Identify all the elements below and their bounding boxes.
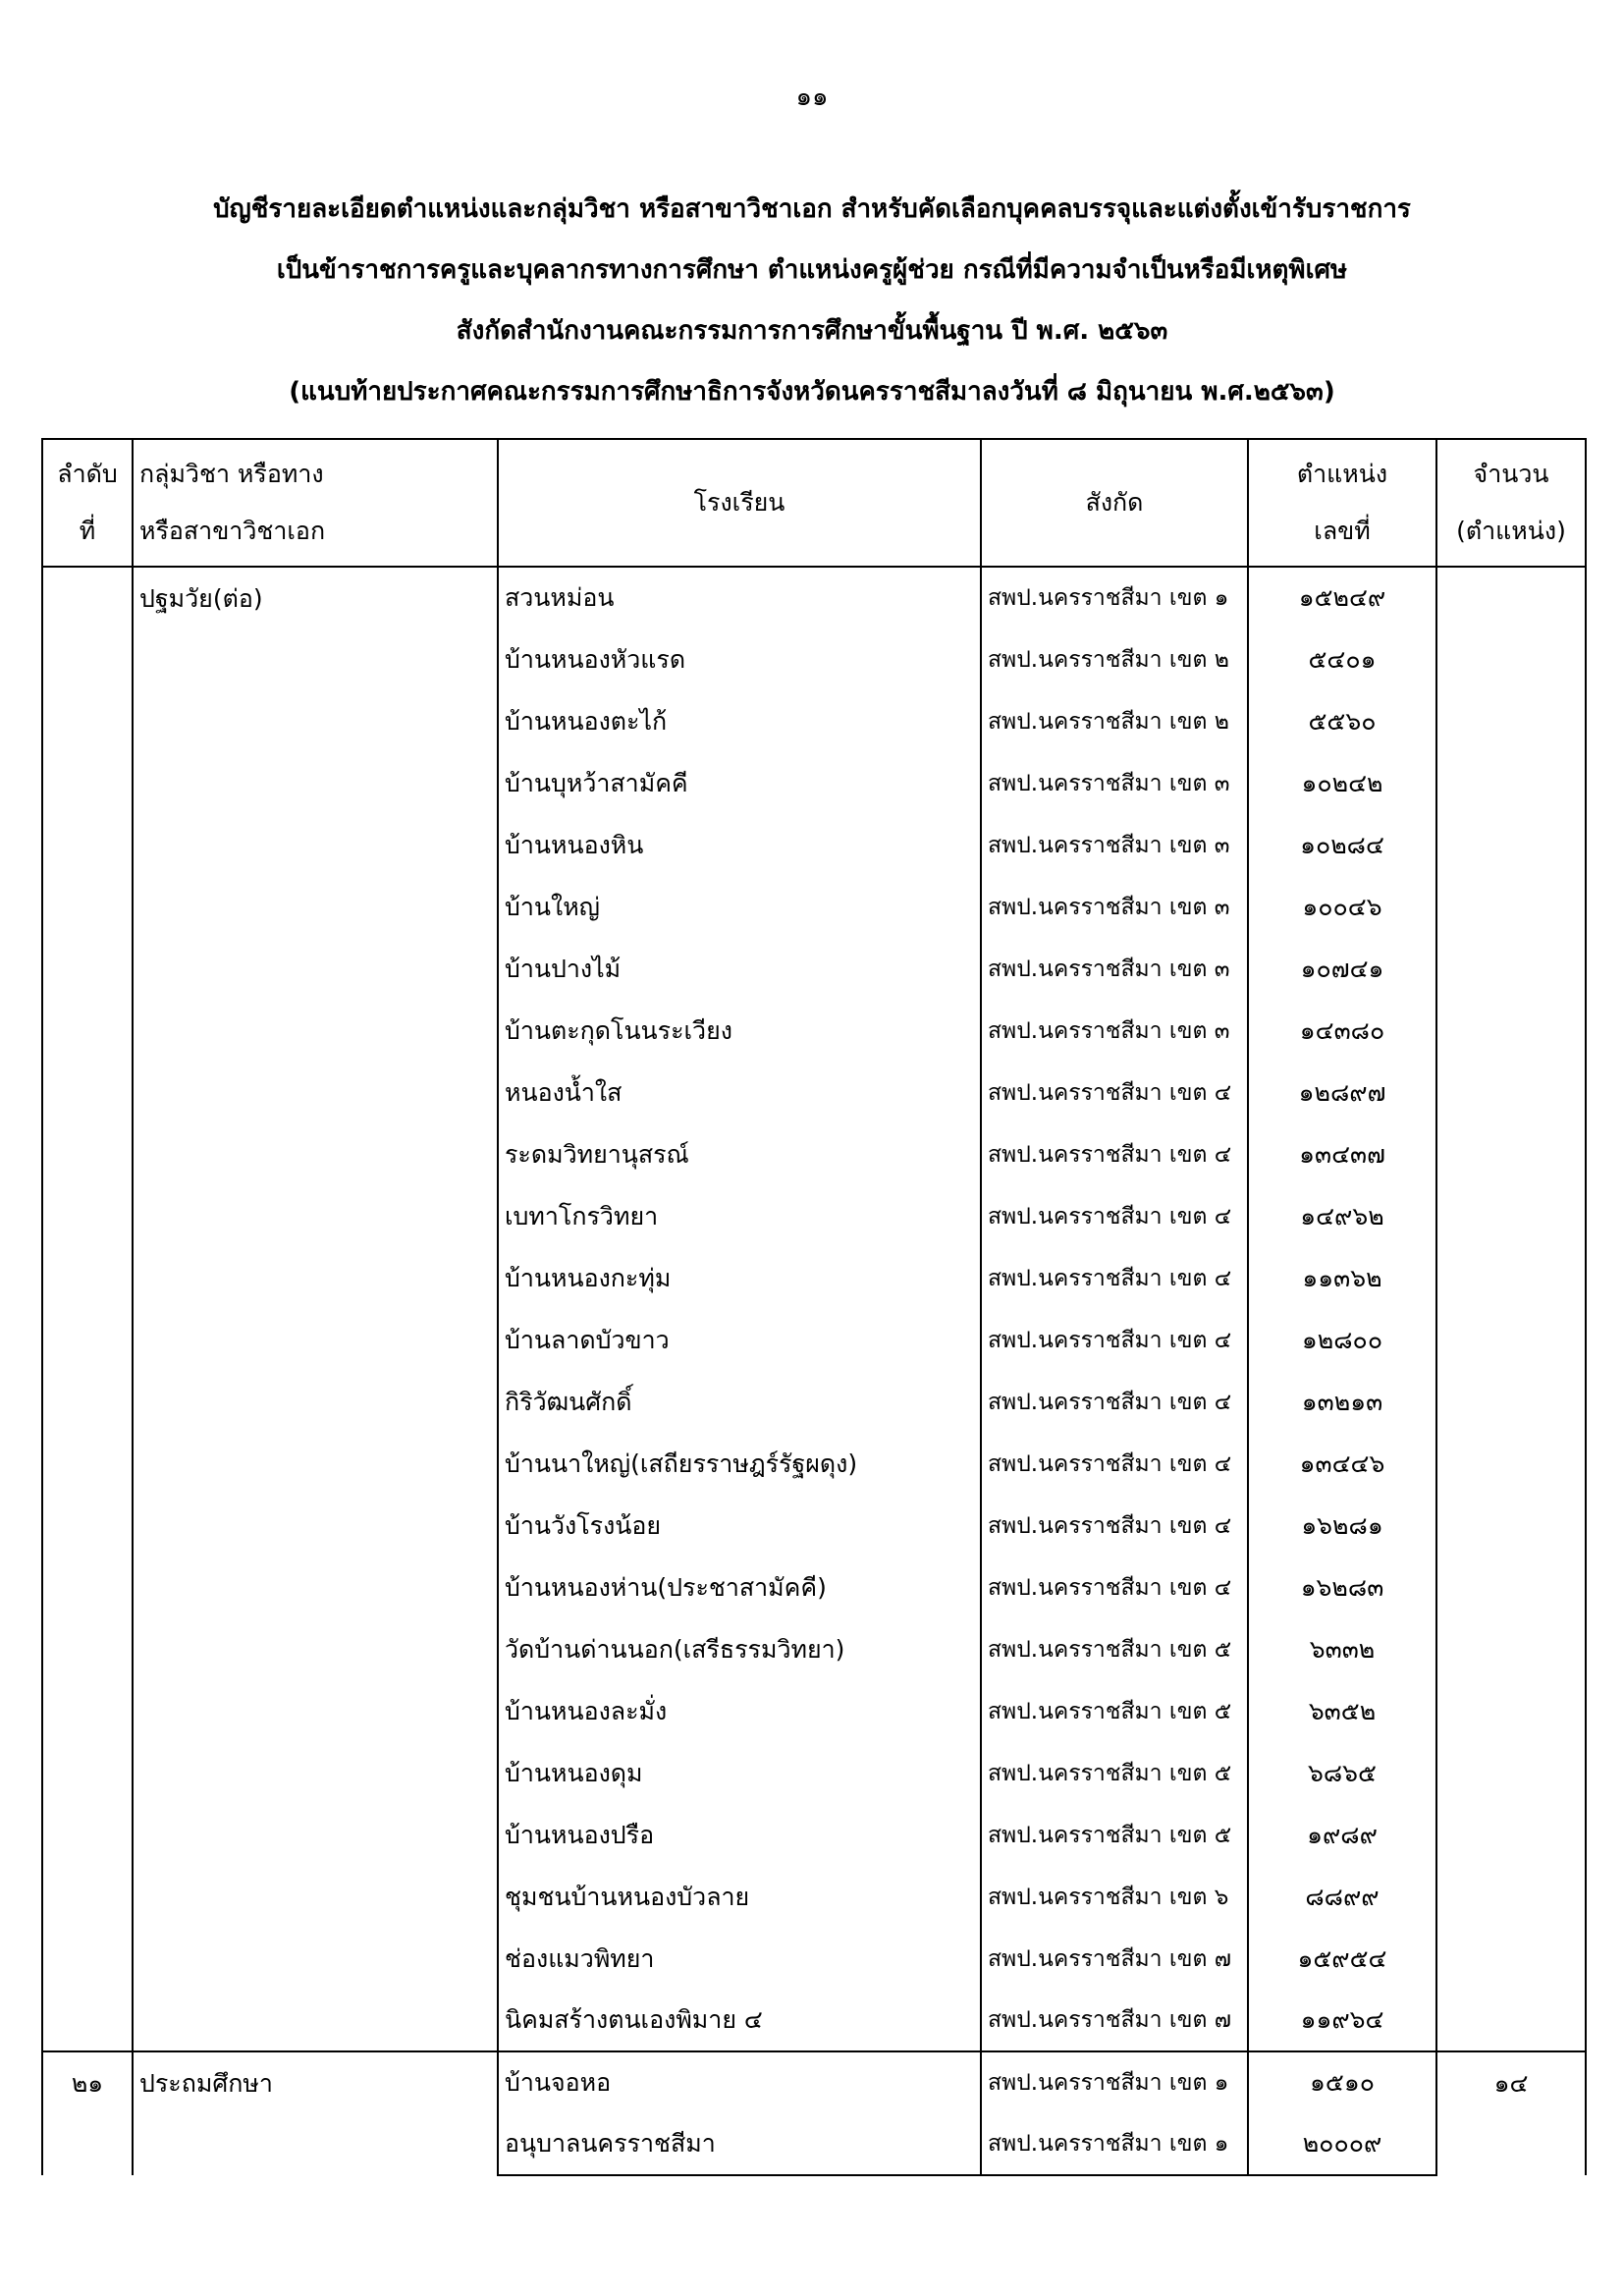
count-cell <box>1436 567 1586 2051</box>
title-line-2: เป็นข้าราชการครูและบุคลากรทางการศึกษา ตำแหน่งครูผู้ช่วย กรณีที่มีความจำเป็นหรือมีเหตุพิเศษ <box>276 255 1348 285</box>
school-cell: บ้านจอหอ <box>498 2051 981 2113</box>
title-line-4: (แนบท้ายประกาศคณะกรรมการศึกษาธิการจังหวัดนครราชสีมาลงวันที่ ๘ มิถุนายน พ.ศ.๒๕๖๓) <box>289 377 1335 407</box>
affiliation-cell: สพป.นครราชสีมา เขต ๑ <box>981 567 1248 629</box>
table-row <box>42 567 1586 629</box>
school-cell: ช่องแมวพิทยา <box>498 1928 981 1990</box>
school-cell: บ้านปางไม้ <box>498 938 981 1000</box>
count-cell: ๑๔ <box>1436 2051 1586 2175</box>
affiliation-cell: สพป.นครราชสีมา เขต ๔ <box>981 1309 1248 1371</box>
position-number-cell: ๑๕๑๐ <box>1248 2051 1436 2113</box>
school-cell: บ้านหนองหัวแรด <box>498 629 981 690</box>
position-number-cell: ๑๑๓๖๒ <box>1248 1247 1436 1309</box>
affiliation-cell: สพป.นครราชสีมา เขต ๔ <box>981 1433 1248 1495</box>
header-count-line1: จำนวน <box>1473 460 1549 488</box>
header-position-line2: เลขที่ <box>1314 517 1371 545</box>
position-number-cell: ๖๘๖๕ <box>1248 1742 1436 1804</box>
school-cell: บ้านนาใหญ่(เสถียรราษฎร์รัฐผดุง) <box>498 1433 981 1495</box>
header-subject-line1: กลุ่มวิชา หรือทาง <box>139 460 324 488</box>
position-number-cell: ๕๔๐๑ <box>1248 629 1436 690</box>
position-number-cell: ๑๑๙๖๔ <box>1248 1990 1436 2051</box>
subject-cell: ประถมศึกษา <box>133 2051 498 2175</box>
school-cell: บ้านใหญ่ <box>498 876 981 938</box>
header-order-line2: ที่ <box>79 517 96 545</box>
school-cell: ระดมวิทยานุสรณ์ <box>498 1123 981 1185</box>
table-row <box>42 2051 1586 2113</box>
header-school: โรงเรียน <box>498 439 981 567</box>
affiliation-cell: สพป.นครราชสีมา เขต ๔ <box>981 1495 1248 1557</box>
affiliation-cell: สพป.นครราชสีมา เขต ๔ <box>981 1123 1248 1185</box>
header-subject <box>133 439 498 567</box>
school-cell: บ้านหนองตะไก้ <box>498 690 981 752</box>
position-number-cell: ๑๒๘๐๐ <box>1248 1309 1436 1371</box>
title-line-1: บัญชีรายละเอียดตำแหน่งและกลุ่มวิชา หรือสาขาวิชาเอก สำหรับคัดเลือกบุคคลบรรจุและแต่งตั้งเข้ารับราชการ <box>213 194 1411 224</box>
affiliation-cell: สพป.นครราชสีมา เขต ๔ <box>981 1185 1248 1247</box>
position-number-cell: ๑๕๙๕๔ <box>1248 1928 1436 1990</box>
position-number-cell: ๑๐๒๘๔ <box>1248 814 1436 876</box>
affiliation-cell: สพป.นครราชสีมา เขต ๕ <box>981 1804 1248 1866</box>
position-number-cell: ๑๐๐๔๖ <box>1248 876 1436 938</box>
header-affiliation: สังกัด <box>981 439 1248 567</box>
header-count-line2: (ตำแหน่ง) <box>1456 517 1566 545</box>
position-number-cell: ๑๓๔๔๖ <box>1248 1433 1436 1495</box>
order-cell: ๒๑ <box>42 2051 133 2175</box>
subject-cell: ปฐมวัย(ต่อ) <box>133 567 498 2051</box>
position-number-cell: ๑๒๘๙๗ <box>1248 1062 1436 1123</box>
positions-table <box>41 438 1587 2176</box>
affiliation-cell: สพป.นครราชสีมา เขต ๕ <box>981 1680 1248 1742</box>
affiliation-cell: สพป.นครราชสีมา เขต ๓ <box>981 938 1248 1000</box>
school-cell: บ้านหนองห่าน(ประชาสามัคคี) <box>498 1557 981 1618</box>
school-cell: บ้านวังโรงน้อย <box>498 1495 981 1557</box>
affiliation-cell: สพป.นครราชสีมา เขต ๔ <box>981 1247 1248 1309</box>
table-header <box>42 439 1586 567</box>
affiliation-cell: สพป.นครราชสีมา เขต ๗ <box>981 1990 1248 2051</box>
position-number-cell: ๑๔๓๘๐ <box>1248 1000 1436 1062</box>
affiliation-cell: สพป.นครราชสีมา เขต ๓ <box>981 752 1248 814</box>
school-cell: บ้านบุหว้าสามัคคี <box>498 752 981 814</box>
affiliation-cell: สพป.นครราชสีมา เขต ๔ <box>981 1371 1248 1433</box>
header-order-line1: ลำดับ <box>57 460 118 488</box>
affiliation-cell: สพป.นครราชสีมา เขต ๔ <box>981 1557 1248 1618</box>
position-number-cell: ๘๘๙๙ <box>1248 1866 1436 1928</box>
order-cell <box>42 567 133 2051</box>
affiliation-cell: สพป.นครราชสีมา เขต ๖ <box>981 1866 1248 1928</box>
document-title <box>0 179 1624 422</box>
school-cell: ชุมชนบ้านหนองบัวลาย <box>498 1866 981 1928</box>
position-number-cell: ๕๕๖๐ <box>1248 690 1436 752</box>
position-number-cell: ๑๔๙๖๒ <box>1248 1185 1436 1247</box>
school-cell: บ้านตะกุดโนนระเวียง <box>498 1000 981 1062</box>
affiliation-cell: สพป.นครราชสีมา เขต ๒ <box>981 629 1248 690</box>
school-cell: บ้านหนองละมั่ง <box>498 1680 981 1742</box>
school-cell: บ้านหนองปรือ <box>498 1804 981 1866</box>
title-line-3: สังกัดสำนักงานคณะกรรมการการศึกษาขั้นพื้นฐาน ปี พ.ศ. ๒๕๖๓ <box>456 316 1168 346</box>
school-cell: วัดบ้านด่านนอก(เสรีธรรมวิทยา) <box>498 1618 981 1680</box>
header-position-line1: ตำแหน่ง <box>1296 460 1388 488</box>
affiliation-cell: สพป.นครราชสีมา เขต ๓ <box>981 814 1248 876</box>
position-number-cell: ๖๓๓๒ <box>1248 1618 1436 1680</box>
position-number-cell: ๑๕๒๔๙ <box>1248 567 1436 629</box>
header-order <box>42 439 133 567</box>
school-cell: บ้านหนองกะทุ่ม <box>498 1247 981 1309</box>
school-cell: บ้านหนองดุม <box>498 1742 981 1804</box>
table-body <box>42 567 1586 2175</box>
position-number-cell: ๑๐๗๔๑ <box>1248 938 1436 1000</box>
position-number-cell: ๒๐๐๐๙ <box>1248 2113 1436 2175</box>
position-number-cell: ๑๖๒๘๑ <box>1248 1495 1436 1557</box>
affiliation-cell: สพป.นครราชสีมา เขต ๑ <box>981 2051 1248 2113</box>
school-cell: บ้านหนองหิน <box>498 814 981 876</box>
position-number-cell: ๑๓๒๑๓ <box>1248 1371 1436 1433</box>
school-cell: กิริวัฒนศักดิ์ <box>498 1371 981 1433</box>
school-cell: สวนหม่อน <box>498 567 981 629</box>
position-number-cell: ๑๓๔๓๗ <box>1248 1123 1436 1185</box>
school-cell: นิคมสร้างตนเองพิมาย ๔ <box>498 1990 981 2051</box>
school-cell: บ้านลาดบัวขาว <box>498 1309 981 1371</box>
affiliation-cell: สพป.นครราชสีมา เขต ๓ <box>981 876 1248 938</box>
school-cell: เบทาโกรวิทยา <box>498 1185 981 1247</box>
position-number-cell: ๑๙๘๙ <box>1248 1804 1436 1866</box>
school-cell: หนองน้ำใส <box>498 1062 981 1123</box>
header-position <box>1248 439 1436 567</box>
affiliation-cell: สพป.นครราชสีมา เขต ๒ <box>981 690 1248 752</box>
header-count <box>1436 439 1586 567</box>
position-number-cell: ๖๓๕๒ <box>1248 1680 1436 1742</box>
affiliation-cell: สพป.นครราชสีมา เขต ๕ <box>981 1742 1248 1804</box>
affiliation-cell: สพป.นครราชสีมา เขต ๕ <box>981 1618 1248 1680</box>
page-number: ๑๑ <box>795 82 829 112</box>
position-number-cell: ๑๖๒๘๓ <box>1248 1557 1436 1618</box>
affiliation-cell: สพป.นครราชสีมา เขต ๔ <box>981 1062 1248 1123</box>
header-subject-line2: หรือสาขาวิชาเอก <box>139 517 326 545</box>
affiliation-cell: สพป.นครราชสีมา เขต ๓ <box>981 1000 1248 1062</box>
affiliation-cell: สพป.นครราชสีมา เขต ๑ <box>981 2113 1248 2175</box>
position-number-cell: ๑๐๒๔๒ <box>1248 752 1436 814</box>
school-cell: อนุบาลนครราชสีมา <box>498 2113 981 2175</box>
affiliation-cell: สพป.นครราชสีมา เขต ๗ <box>981 1928 1248 1990</box>
